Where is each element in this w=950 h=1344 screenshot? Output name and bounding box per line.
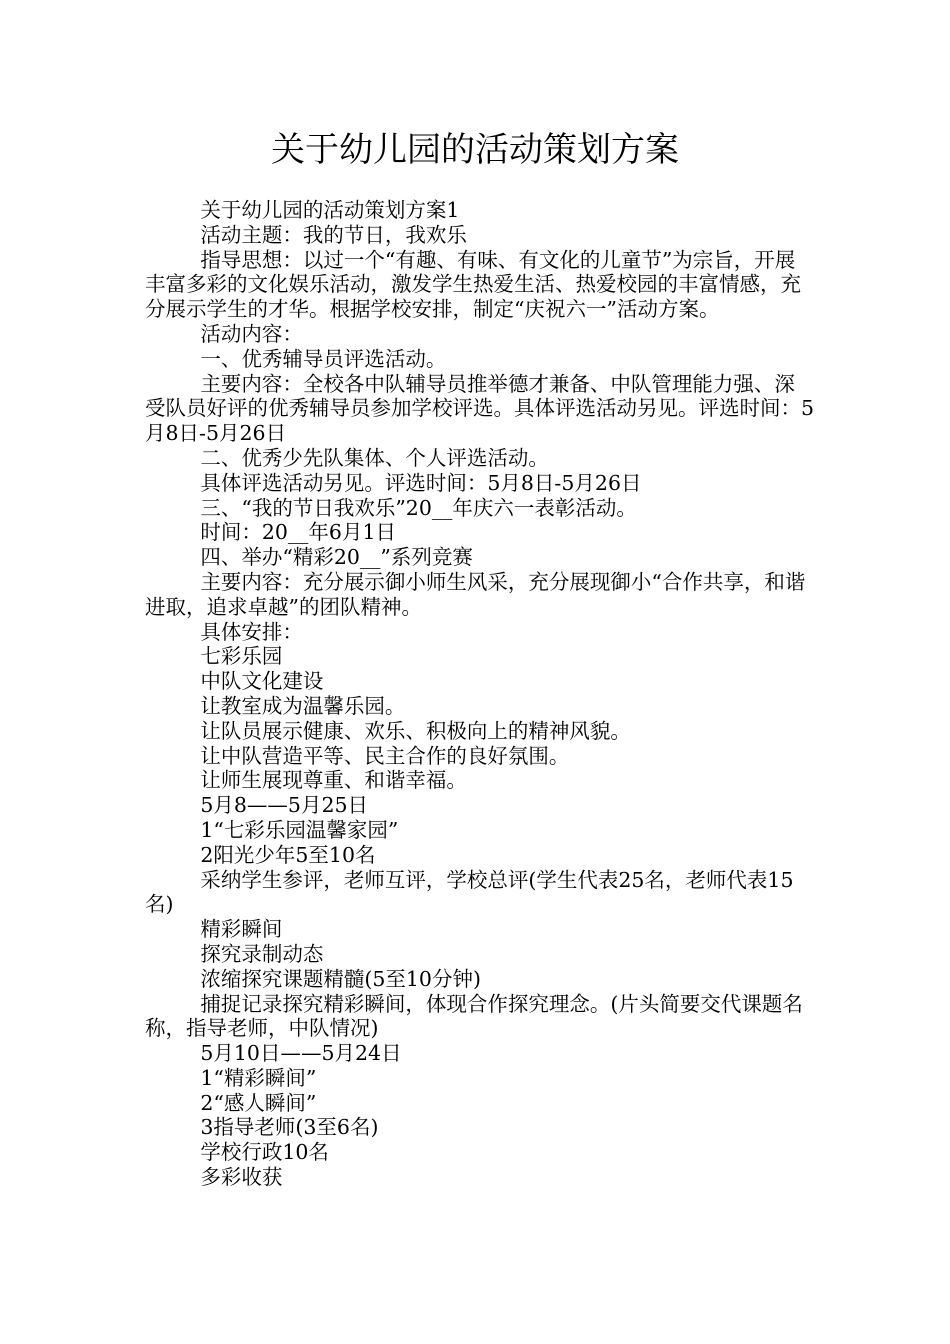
paragraph: 具体安排： <box>200 619 303 644</box>
paragraph: 关于幼儿园的活动策划方案1 <box>200 198 460 222</box>
paragraph: 让队员展示健康、欢乐、积极向上的精神风貌。 <box>200 718 631 743</box>
paragraph: 2“感人瞬间” <box>200 1090 317 1115</box>
paragraph: 采纳学生参评，老师互评，学校总评(学生代表25名，老师代表15名) <box>145 867 794 917</box>
paragraph: 浓缩探究课题精髓(5至10分钟) <box>200 966 481 991</box>
paragraph: 捕捉记录探究精彩瞬间，体现合作探究理念。(片头简要交代课题名称，指导老师，中队情况) <box>145 991 803 1041</box>
paragraph: 时间：20__年6月1日 <box>200 520 397 545</box>
paragraph: 活动主题：我的节日，我欢乐 <box>200 222 467 247</box>
paragraph: 七彩乐园 <box>200 644 283 669</box>
paragraph: 具体评选活动另见。评选时间：5月8日-5月26日 <box>200 470 642 495</box>
paragraph: 1“精彩瞬间” <box>200 1065 317 1090</box>
paragraph: 多彩收获 <box>200 1165 283 1190</box>
paragraph: 中队文化建设 <box>200 669 324 694</box>
paragraph: 一、优秀辅导员评选活动。 <box>200 346 447 371</box>
document-title: 关于幼儿园的活动策划方案 <box>271 130 679 170</box>
paragraph: 二、优秀少先队集体、个人评选活动。 <box>200 445 549 470</box>
paragraph: 学校行政10名 <box>200 1140 329 1165</box>
paragraph: 2阳光少年5至10名 <box>200 842 376 867</box>
document-body <box>145 198 815 1190</box>
paragraph: 5月8——5月25日 <box>200 793 369 818</box>
paragraph: 让教室成为温馨乐园。 <box>200 693 406 718</box>
paragraph: 探究录制动态 <box>200 941 324 966</box>
paragraph: 四、举办“精彩20__”系列竞赛 <box>200 545 473 570</box>
paragraph: 主要内容：全校各中队辅导员推举德才兼备、中队管理能力强、深受队员好评的优秀辅导员参加学校评选。具体评选活动另见。评选时间：5月8日-5月26日 <box>145 371 815 446</box>
paragraph: 三、“我的节日我欢乐”20__年庆六一表彰活动。 <box>200 495 637 520</box>
paragraph: 3指导老师(3至6名) <box>200 1115 379 1140</box>
paragraph: 1“七彩乐园温馨家园” <box>200 817 399 842</box>
paragraph: 指导思想：以过一个“有趣、有味、有文化的儿童节”为宗旨，开展丰富多彩的文化娱乐活动，激发学生热爱生活、热爱校园的丰富情感，充分展示学生的才华。根据学校安排，制定“庆祝六一”活动方案。 <box>145 247 801 322</box>
paragraph: 精彩瞬间 <box>200 917 283 942</box>
paragraph: 让中队营造平等、民主合作的良好氛围。 <box>200 743 570 768</box>
paragraph: 活动内容： <box>200 321 303 346</box>
paragraph: 5月10日——5月24日 <box>200 1041 402 1066</box>
paragraph: 让师生展现尊重、和谐幸福。 <box>200 768 467 793</box>
paragraph: 主要内容：充分展示御小师生风采，充分展现御小“合作共享，和谐进取，追求卓越”的团队精神。 <box>145 569 806 619</box>
